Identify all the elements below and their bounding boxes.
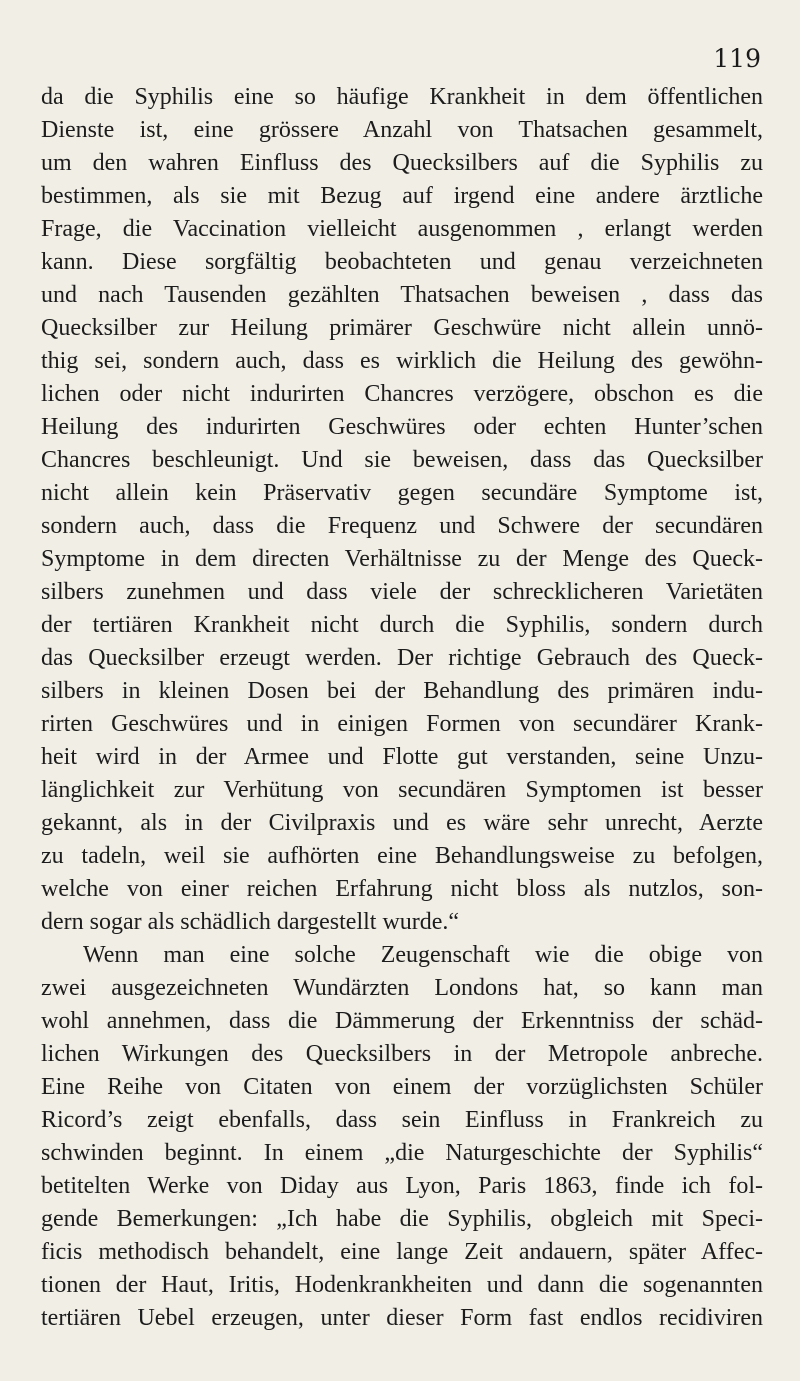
text-line: welche von einer reichen Erfahrung nicht bloss als nutzlos, son- — [41, 876, 763, 902]
text-line: gekannt, als in der Civilpraxis und es wäre sehr unrecht, Aerzte — [41, 810, 763, 836]
text-line: heit wird in der Armee und Flotte gut verstanden, seine Unzu- — [41, 744, 763, 770]
text-line: lichen oder nicht indurirten Chancres verzögere, obschon es die — [41, 381, 763, 407]
text-line: silbers in kleinen Dosen bei der Behandlung des primären indu- — [41, 678, 763, 704]
body-text — [41, 81, 763, 1335]
text-line: zwei ausgezeichneten Wundärzten Londons hat, so kann man — [41, 975, 763, 1001]
text-line: wohl annehmen, dass die Dämmerung der Erkenntniss der schäd- — [41, 1008, 763, 1034]
paragraph-end-line: dern sogar als schädlich dargestellt wurde.“ — [41, 909, 460, 935]
text-line: nicht allein kein Präservativ gegen secundäre Symptome ist, — [41, 480, 763, 506]
text-line: Frage, die Vaccination vielleicht ausgenommen , erlangt werden — [41, 216, 763, 242]
text-line: betitelten Werke von Diday aus Lyon, Paris 1863, finde ich fol- — [41, 1173, 763, 1199]
text-line: zu tadeln, weil sie aufhörten eine Behandlungsweise zu befolgen, — [41, 843, 763, 869]
text-line: Symptome in dem directen Verhältnisse zu der Menge des Queck- — [41, 546, 763, 572]
page-number: 119 — [713, 44, 761, 73]
text-line: um den wahren Einfluss des Quecksilbers auf die Syphilis zu — [41, 150, 763, 176]
text-line: gende Bemerkungen: „Ich habe die Syphilis, obgleich mit Speci- — [41, 1206, 763, 1232]
text-line: Ricord’s zeigt ebenfalls, dass sein Einfluss in Frankreich zu — [41, 1107, 763, 1133]
text-line: silbers zunehmen und dass viele der schrecklicheren Varietäten — [41, 579, 763, 605]
text-line: der tertiären Krankheit nicht durch die Syphilis, sondern durch — [41, 612, 763, 638]
paragraph-start-line: Wenn man eine solche Zeugenschaft wie die obige von — [83, 942, 763, 968]
text-line: schwinden beginnt. In einem „die Naturgeschichte der Syphilis“ — [41, 1140, 763, 1166]
text-line: länglichkeit zur Verhütung von secundären Symptomen ist besser — [41, 777, 763, 803]
text-line: und nach Tausenden gezählten Thatsachen beweisen , dass das — [41, 282, 763, 308]
text-line: da die Syphilis eine so häufige Krankheit in dem öffentlichen — [41, 84, 763, 110]
text-line: sondern auch, dass die Frequenz und Schwere der secundären — [41, 513, 763, 539]
text-line: tionen der Haut, Iritis, Hodenkrankheiten und dann die sogenannten — [41, 1272, 763, 1298]
text-line: Quecksilber zur Heilung primärer Geschwüre nicht allein unnö- — [41, 315, 763, 341]
text-line: kann. Diese sorgfältig beobachteten und genau verzeichneten — [41, 249, 763, 275]
text-line: bestimmen, als sie mit Bezug auf irgend eine andere ärztliche — [41, 183, 763, 209]
text-line: Dienste ist, eine grössere Anzahl von Thatsachen gesammelt, — [41, 117, 763, 143]
text-line: Eine Reihe von Citaten von einem der vorzüglichsten Schüler — [41, 1074, 763, 1100]
text-line: lichen Wirkungen des Quecksilbers in der Metropole anbreche. — [41, 1041, 763, 1067]
text-line: Chancres beschleunigt. Und sie beweisen, dass das Quecksilber — [41, 447, 763, 473]
text-line: ficis methodisch behandelt, eine lange Zeit andauern, später Affec- — [41, 1239, 763, 1265]
text-line: tertiären Uebel erzeugen, unter dieser Form fast endlos recidiviren — [41, 1305, 763, 1331]
text-line: das Quecksilber erzeugt werden. Der richtige Gebrauch des Queck- — [41, 645, 763, 671]
text-line: thig sei, sondern auch, dass es wirklich die Heilung des gewöhn- — [41, 348, 763, 374]
text-line: Heilung des indurirten Geschwüres oder echten Hunter’schen — [41, 414, 763, 440]
text-line: rirten Geschwüres und in einigen Formen von secundärer Krank- — [41, 711, 763, 737]
